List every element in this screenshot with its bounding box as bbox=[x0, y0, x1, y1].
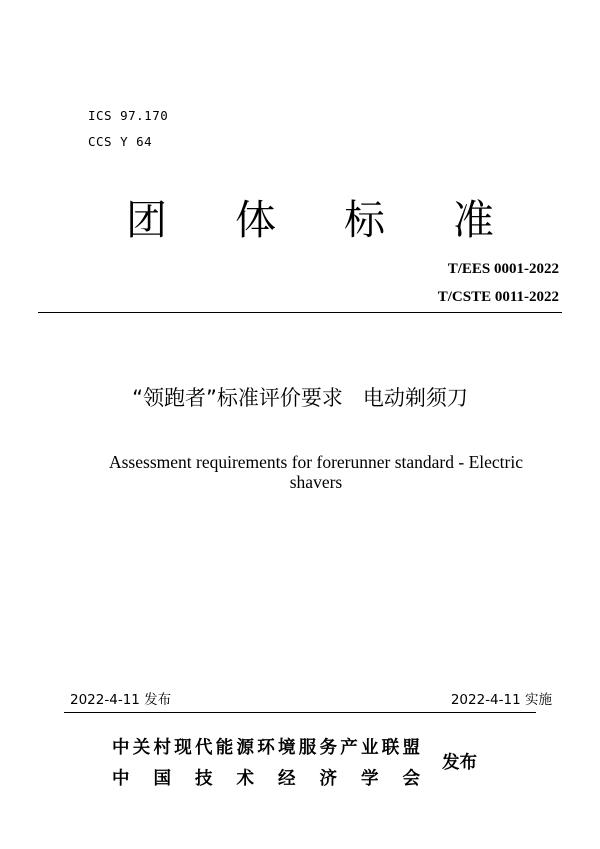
standard-code-cste: T/CSTE 0011-2022 bbox=[437, 289, 559, 305]
publisher-char: 技 bbox=[195, 769, 213, 789]
document-type-char: 标 bbox=[344, 196, 385, 244]
publisher-char: 联 bbox=[381, 738, 400, 758]
publisher-char: 中 bbox=[112, 738, 130, 758]
publisher-char: 能 bbox=[215, 738, 234, 758]
publisher-char: 现 bbox=[174, 738, 192, 758]
publisher-char: 境 bbox=[278, 738, 296, 758]
document-type-char: 准 bbox=[453, 196, 494, 244]
standard-code-ees: T/EES 0001-2022 bbox=[447, 261, 559, 277]
publisher-char: 服 bbox=[298, 738, 317, 758]
publisher-char: 村 bbox=[153, 738, 171, 758]
implement-date: 2022-4-11 实施 bbox=[450, 692, 552, 708]
publisher-char: 中 bbox=[112, 769, 130, 789]
publisher-char: 学 bbox=[361, 769, 379, 789]
publisher-org-cste bbox=[112, 765, 420, 790]
publisher-char: 术 bbox=[236, 769, 254, 789]
publish-date: 2022-4-11 发布 bbox=[70, 692, 172, 708]
ccs-code: CCS Y 64 bbox=[88, 134, 153, 149]
publish-label: 发布 bbox=[442, 753, 477, 773]
publisher-org-zhongguancun bbox=[112, 734, 420, 759]
publisher-char: 务 bbox=[319, 738, 337, 758]
document-type-char: 体 bbox=[235, 196, 276, 244]
publisher-char: 经 bbox=[278, 769, 296, 789]
publisher-char: 关 bbox=[132, 738, 151, 758]
bottom-divider bbox=[64, 712, 536, 713]
publisher-char: 国 bbox=[153, 769, 171, 789]
document-type-char: 团 bbox=[126, 196, 167, 244]
publisher-char: 源 bbox=[236, 738, 254, 758]
ics-code: ICS 97.170 bbox=[88, 108, 169, 123]
publisher-char: 盟 bbox=[402, 738, 420, 758]
publisher-char: 会 bbox=[402, 769, 420, 789]
title-english: Assessment requirements for forerunner standard - Electric shavers bbox=[108, 452, 523, 492]
publisher-char: 业 bbox=[361, 738, 379, 758]
publisher-char: 环 bbox=[257, 738, 275, 758]
publisher-char: 代 bbox=[195, 738, 213, 758]
title-chinese: “领跑者”标准评价要求 电动剃须刀 bbox=[132, 386, 468, 410]
top-divider bbox=[38, 312, 562, 313]
publisher-char: 产 bbox=[340, 738, 358, 758]
publisher-char: 济 bbox=[319, 769, 337, 789]
document-type-heading bbox=[126, 196, 494, 244]
